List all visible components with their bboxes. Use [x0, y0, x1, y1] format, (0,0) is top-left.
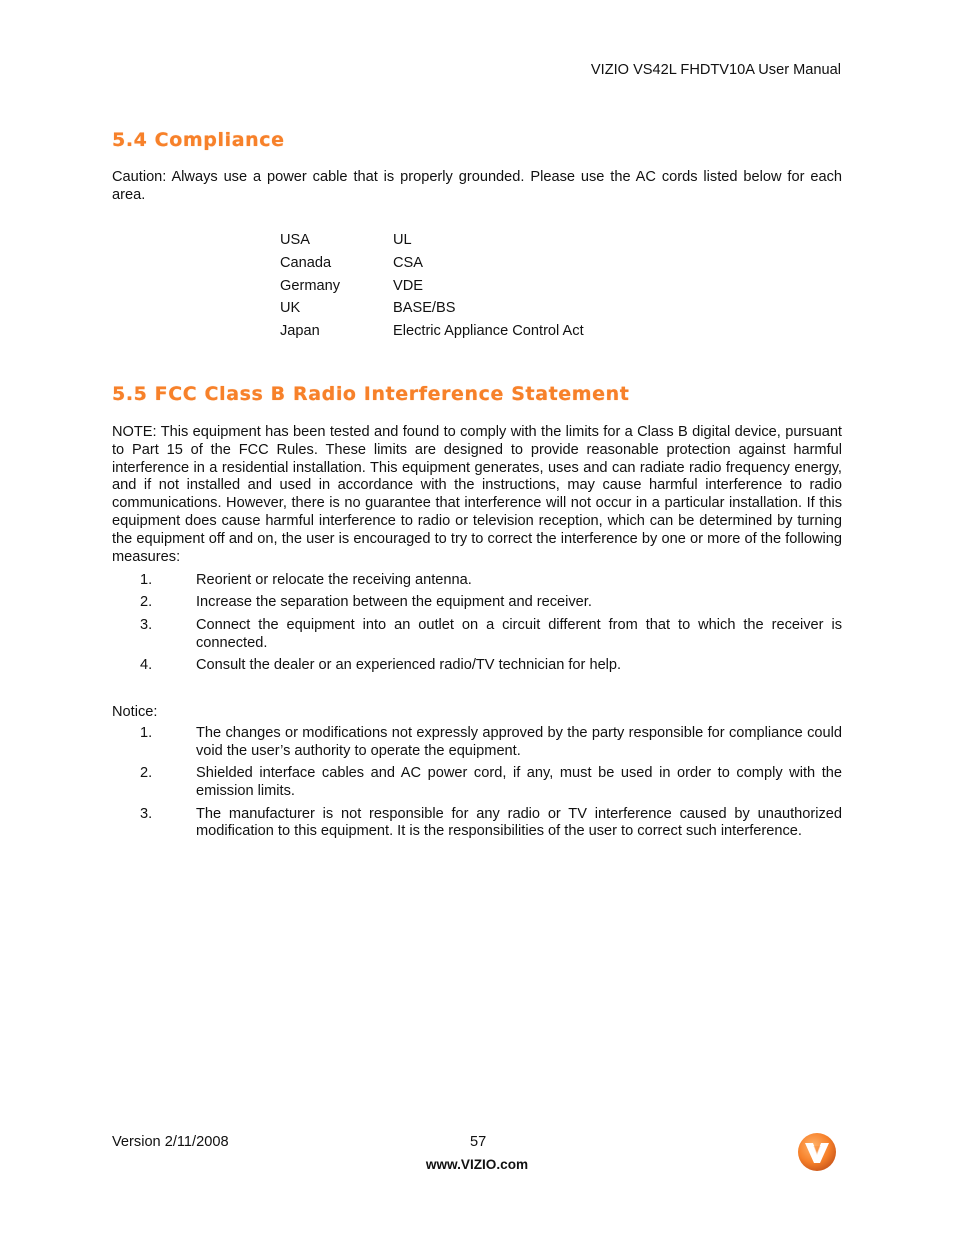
list-item [112, 765, 842, 801]
list-number: 2. [140, 765, 153, 782]
list-text: Shielded interface cables and AC power cord, if any, must be used in order to comply with the emission limits. [196, 765, 842, 800]
list-number: 3. [140, 616, 153, 633]
cord-area: USA [280, 232, 311, 248]
section-heading-compliance: 5.4 Compliance [112, 129, 285, 151]
list-text: Increase the separation between the equipment and receiver. [196, 594, 592, 611]
list-item [112, 594, 842, 612]
list-item [112, 657, 842, 675]
fcc-note-paragraph: NOTE: This equipment has been tested and found to comply with the limits for a Class B digital device, pursuant to Part 15 of the FCC Rules. These limits are designed to provide reasonable protection against harmful interference in a residential installation. This equipment generates, uses and can radiate radio frequency energy, and if not installed and used in accordance with the instructions, may cause harmful interference to radio communications. However, there is no guarantee that interference will not occur in a particular installation. If this equipment does cause harmful interference to radio or television reception, which can be determined by turning the equipment off and on, the user is encouraged to try to correct the interference by one or more of the following measures: [112, 424, 842, 565]
cord-standard: VDE [393, 277, 424, 294]
cord-area: Germany [280, 277, 341, 294]
manual-title: VIZIO VS42L FHDTV10A User Manual [590, 62, 841, 78]
list-text: Connect the equipment into an outlet on a circuit different from that to which the receiver is connected. [196, 616, 842, 651]
notices-list [112, 725, 842, 846]
list-number: 1. [140, 572, 153, 588]
cord-area: Japan [280, 323, 320, 340]
ac-cord-table [280, 231, 584, 345]
list-text: Reorient or relocate the receiving antenna. [196, 572, 472, 588]
cord-area: UK [280, 300, 301, 317]
cord-standard: BASE/BS [393, 300, 456, 317]
table-row [280, 322, 584, 345]
caution-paragraph: Caution: Always use a power cable that is properly grounded. Please use the AC cords listed below for each area. [112, 169, 842, 203]
list-item [112, 617, 842, 653]
list-number: 4. [140, 657, 153, 674]
vizio-v-logo-icon [796, 1132, 838, 1172]
notice-label: Notice: [112, 704, 158, 720]
table-row [280, 231, 584, 254]
list-item [112, 572, 842, 590]
table-row [280, 254, 584, 277]
list-item [112, 806, 842, 842]
section-heading-fcc: 5.5 FCC Class B Radio Interference Statement [112, 383, 630, 405]
list-text: Consult the dealer or an experienced radio/TV technician for help. [196, 657, 622, 674]
list-text: The manufacturer is not responsible for any radio or TV interference caused by unauthorized modification to this equipment. It is the responsibilities of the user to correct such interference. [196, 805, 842, 840]
list-text: The changes or modifications not expressly approved by the party responsible for compliance could void the user’s authority to operate the equipment. [196, 725, 842, 759]
website-link[interactable]: www.VIZIO.com [425, 1157, 529, 1172]
cord-area: Canada [280, 254, 332, 271]
footer-version: Version 2/11/2008 [112, 1134, 229, 1150]
measures-list [112, 572, 842, 680]
table-row [280, 277, 584, 300]
list-number: 1. [140, 725, 153, 741]
list-item [112, 725, 842, 761]
table-row [280, 299, 584, 322]
list-number: 3. [140, 805, 153, 822]
list-number: 2. [140, 594, 153, 611]
cord-standard: UL [393, 232, 412, 248]
cord-standard: CSA [393, 254, 424, 271]
page-number: 57 [470, 1134, 487, 1150]
cord-standard: Electric Appliance Control Act [393, 323, 584, 340]
